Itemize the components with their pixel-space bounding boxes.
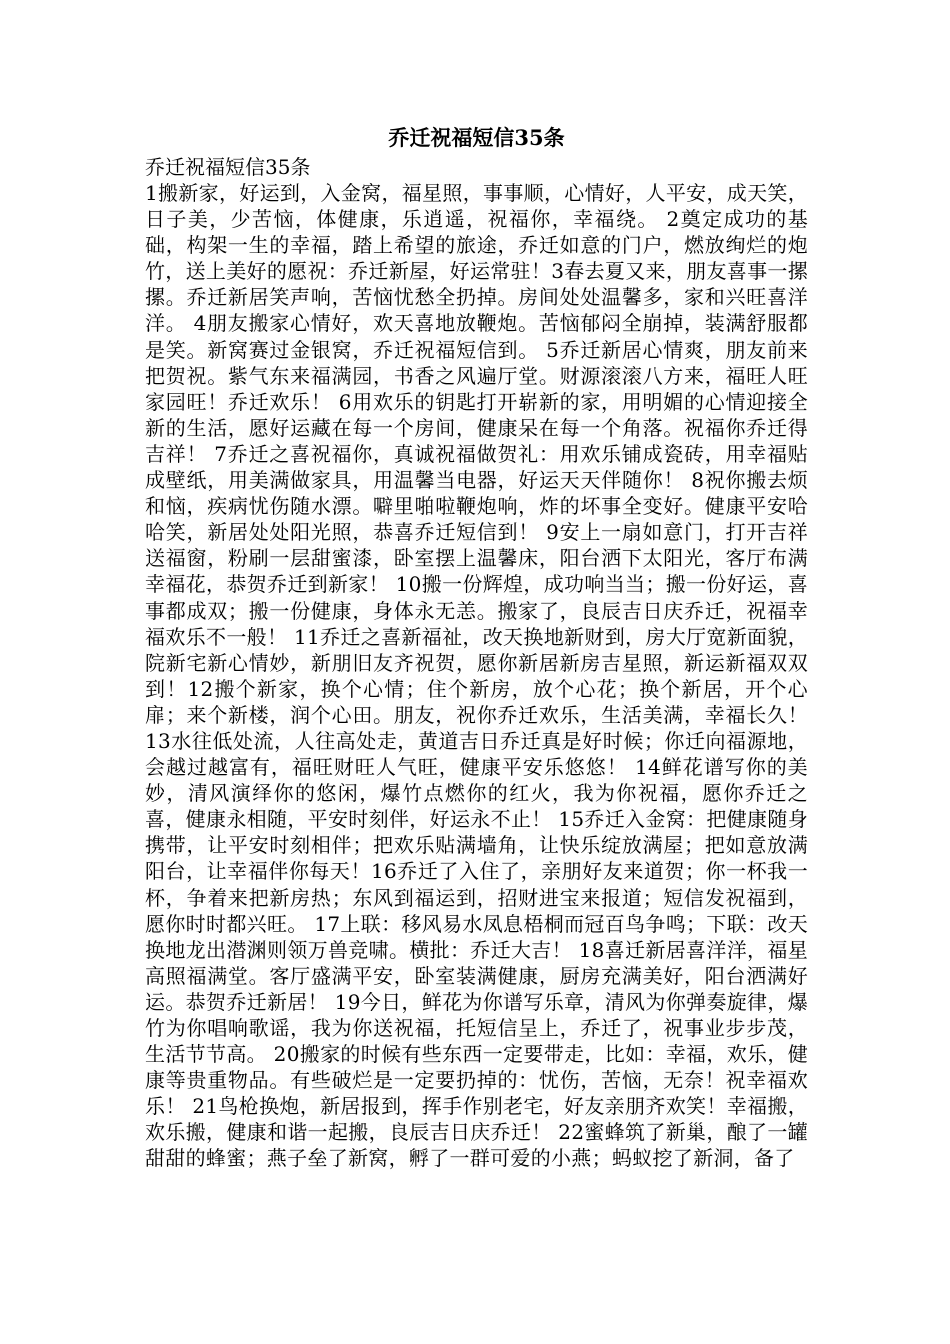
document-title: 乔迁祝福短信35条 <box>388 125 565 150</box>
document-body: 1搬新家，好运到，入金窝，福星照，事事顺，心情好，人平安，成天笑，日子美，少苦恼，体健康，乐逍遥，祝福你，幸福绕。 2奠定成功的基础，构架一生的幸福，踏上希望的旅途，乔迁如意的门户，燃放绚烂的炮竹，送上美好的愿祝：乔迁新屋，好运常驻！3春去夏又来，朋友喜事一摞摞。乔迁新居笑声响，苦恼忧愁全扔掉。房间处处温馨多，家和兴旺喜洋洋。 4朋友搬家心情好，欢天喜地放鞭炮。苦恼郁闷全崩掉，装满舒服都是笑。新窝赛过金银窝，乔迁祝福短信到。 5乔迁新居心情爽，朋友前来把贺祝。紫气东来福满园，书香之风遍厅堂。财源滚滚八方来，福旺人旺家园旺！乔迁欢乐！ 6用欢乐的钥匙打开崭新的家，用明媚的心情迎接全新的生活，愿好运藏在每一个房间，健康呆在每一个角落。祝福你乔迁得吉祥！ 7乔迁之喜祝福你，真诚祝福做贺礼：用欢乐铺成瓷砖，用幸福贴成壁纸，用美满做家具，用温馨当电器，好运天天伴随你！ 8祝你搬去烦和恼，疾病忧伤随水漂。噼里啪啦鞭炮响，炸的坏事全变好。健康平安哈哈笑，新居处处阳光照，恭喜乔迁短信到！ 9安上一扇如意门，打开吉祥送福窗，粉刷一层甜蜜漆，卧室摆上温馨床，阳台洒下太阳光，客厅布满幸福花，恭贺乔迁到新家！ 10搬一份辉煌，成功响当当；搬一份好运，喜事都成双；搬一份健康，身体永无恙。搬家了，良辰吉日庆乔迁，祝福幸福欢乐不一般！ 11乔迁之喜新福祉，改天换地新财到，房大厅宽新面貌，院新宅新心情妙，新朋旧友齐祝贺，愿你新居新房吉星照，新运新福双双到！12搬个新家，换个心情；住个新房，放个心花；换个新居，开个心扉；来个新楼，润个心田。朋友，祝你乔迁欢乐，生活美满，幸福长久！ 13水往低处流，人往高处走，黄道吉日乔迁真是好时候；你迁向福源地，会越过越富有，福旺财旺人气旺，健康平安乐悠悠！ 14鲜花谱写你的美妙，清风演绎你的悠闲，爆竹点燃你的红火，我为你祝福，愿你乔迁之喜，健康永相随，平安时刻伴，好运永不止！ 15乔迁入金窝：把健康随身携带，让平安时刻相伴；把欢乐贴满墙角，让快乐绽放满屋；把如意放满阳台，让幸福伴你每天！16乔迁了入住了，亲朋好友来道贺；你一杯我一杯，争着来把新房热；东风到福运到，招财进宝来报道；短信发祝福到，愿你时时都兴旺。 17上联：移风易水凤息梧桐而冠百鸟争鸣；下联：改天换地龙出潜渊则领万兽竞啸。横批：乔迁大吉！ 18喜迁新居喜洋洋，福星高照福满堂。客厅盛满平安，卧室装满健康，厨房充满美好，阳台洒满好运。恭贺乔迁新居！ 19今日，鲜花为你谱写乐章，清风为你弹奏旋律，爆竹为你唱响歌谣，我为你送祝福，托短信呈上，乔迁了，祝事业步步茂，生活节节高。 20搬家的时候有些东西一定要带走，比如：幸福，欢乐，健康等贵重物品。有些破烂是一定要扔掉的：忧伤，苦恼，无奈！祝幸福欢乐！ 21鸟枪换炮，新居报到，挥手作别老宅，好友亲朋齐欢笑！幸福搬，欢乐搬，健康和谐一起搬，良辰吉日庆乔迁！ 22蜜蜂筑了新巢，酿了一罐甜甜的蜂蜜；燕子垒了新窝，孵了一群可爱的小燕；蚂蚁挖了新洞，备了 <box>145 181 808 1171</box>
document-subtitle: 乔迁祝福短信35条 <box>145 155 311 179</box>
